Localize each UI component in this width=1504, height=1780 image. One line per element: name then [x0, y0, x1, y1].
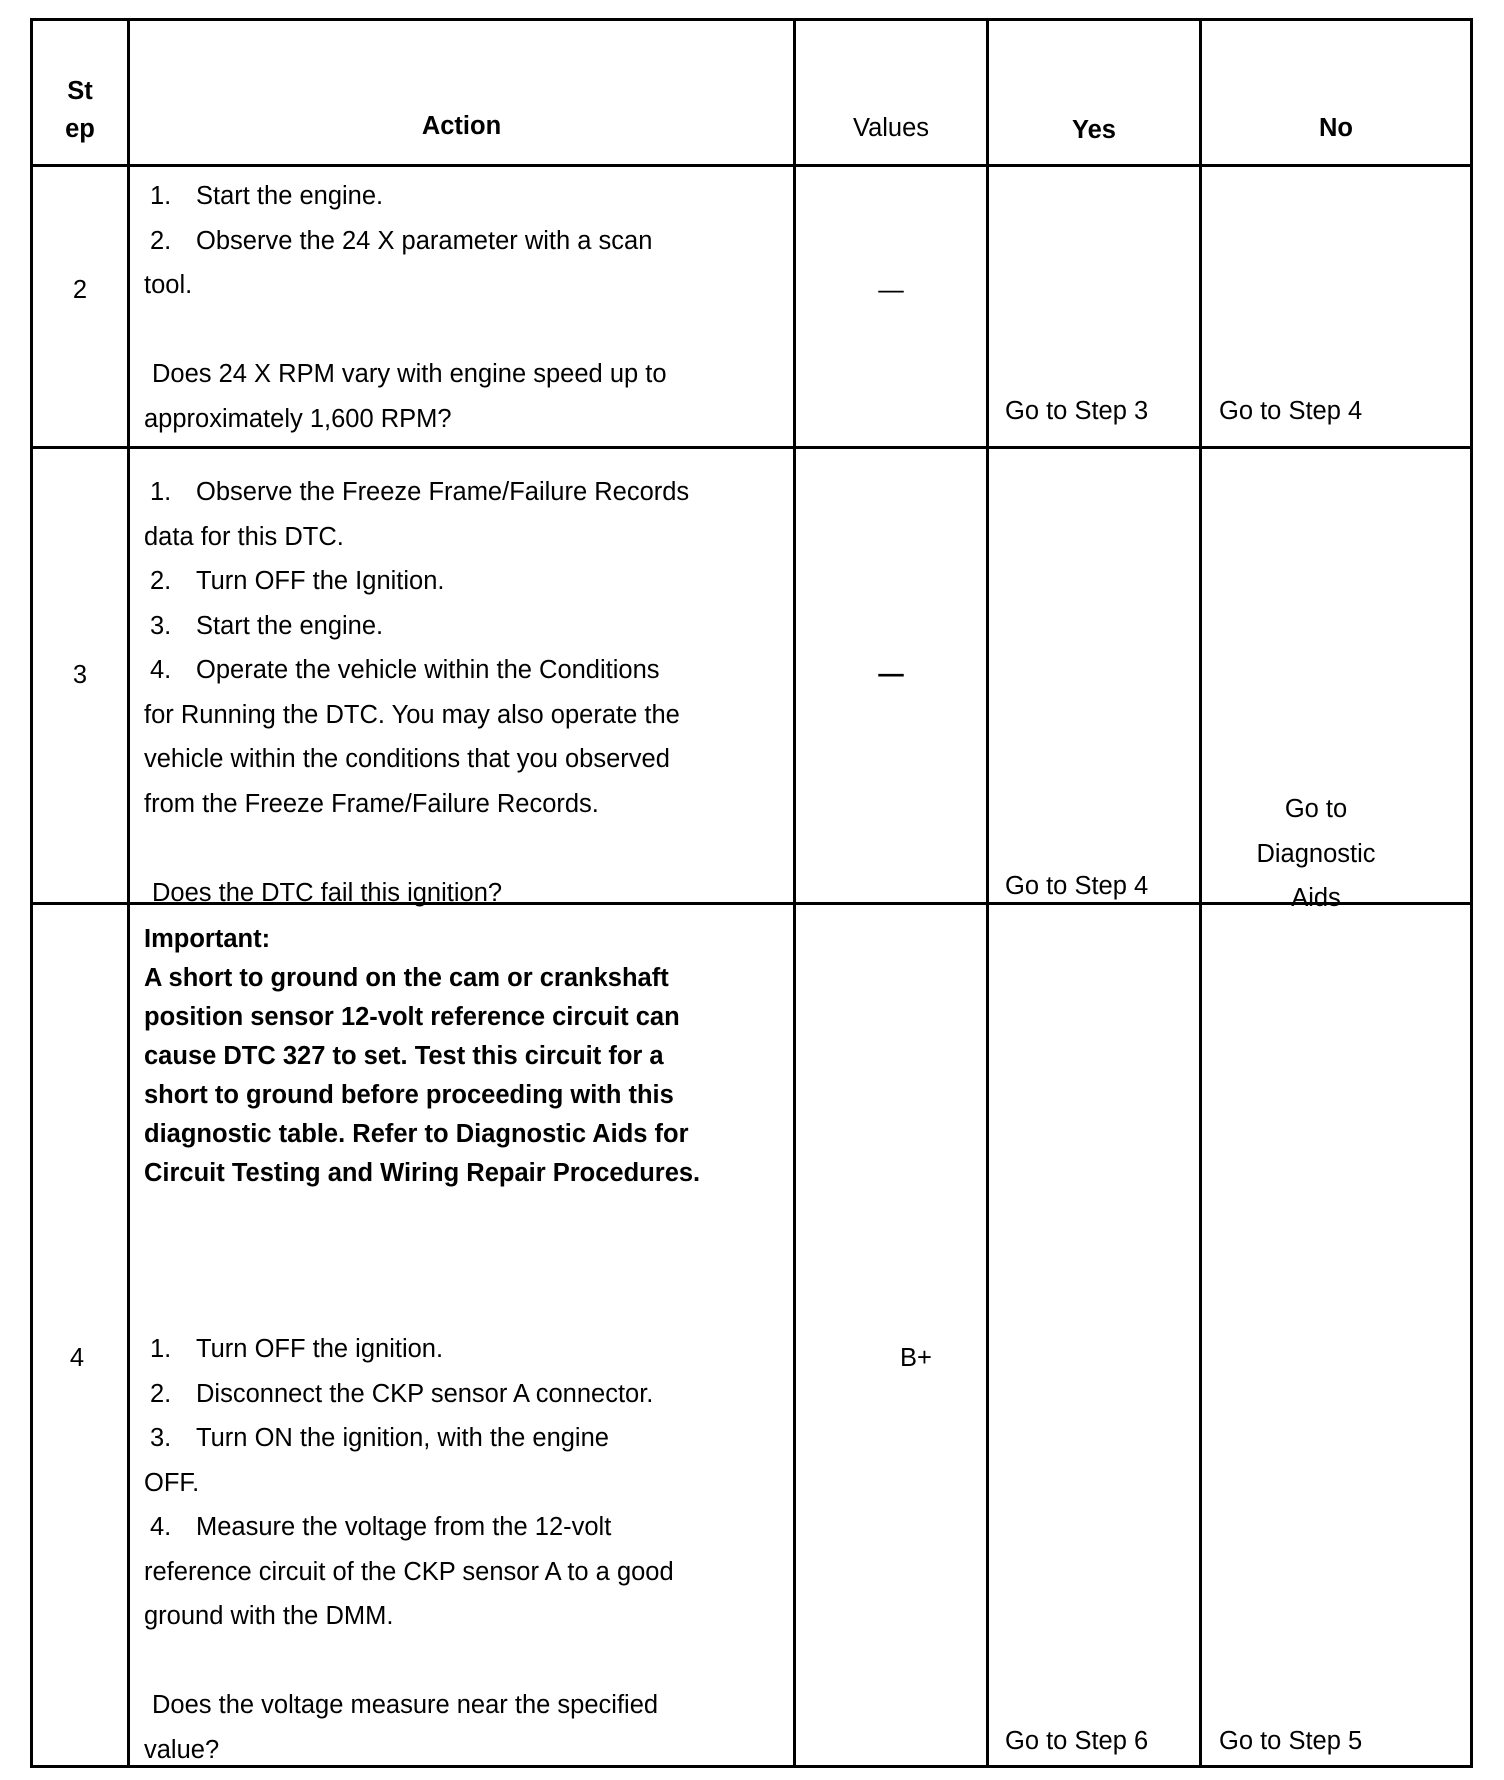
row-divider	[30, 446, 1473, 449]
no-cell	[1202, 787, 1470, 921]
action-cell	[144, 920, 700, 1193]
table-border-top	[30, 18, 1473, 21]
item-continuation: ground with the DMM.	[144, 1602, 394, 1630]
action-step-item	[144, 1416, 674, 1461]
step-number: 2	[72, 276, 88, 304]
yes-cell: Go to Step 4	[1005, 872, 1149, 900]
action-cell	[144, 174, 667, 441]
item-text: Observe the 24 X parameter with a scan	[196, 226, 653, 255]
item-number: 1.	[150, 182, 172, 210]
important-line: position sensor 12-volt reference circuit can	[144, 1003, 680, 1031]
value-cell: —	[878, 660, 904, 688]
table-border-right	[1470, 18, 1473, 1768]
header-yes: Yes	[1072, 116, 1116, 144]
important-line: Circuit Testing and Wiring Repair Procedures.	[144, 1159, 701, 1187]
item-number: 2.	[150, 1379, 172, 1408]
no-cell: Go to Step 5	[1219, 1727, 1363, 1755]
action-question: Does the voltage measure near the specified	[152, 1691, 659, 1719]
spacer	[144, 826, 689, 871]
item-text: Measure the voltage from the 12-volt	[196, 1513, 612, 1541]
header-divider	[30, 164, 1473, 167]
action-step-item	[144, 219, 667, 264]
header-action: Action	[421, 112, 502, 140]
item-text: Operate the vehicle within the Conditions	[196, 656, 660, 684]
important-line: cause DTC 327 to set. Test this circuit for a	[144, 1042, 664, 1070]
action-question: approximately 1,600 RPM?	[144, 404, 452, 433]
yes-cell: Go to Step 6	[1005, 1727, 1149, 1755]
item-number: 1.	[150, 1335, 172, 1363]
item-text: Turn ON the ignition, with the engine	[196, 1424, 609, 1452]
action-step-item	[144, 559, 689, 604]
header-step-line: ep	[65, 115, 95, 143]
yes-cell: Go to Step 3	[1005, 397, 1149, 425]
item-text: Observe the Freeze Frame/Failure Records	[196, 478, 690, 506]
action-cell	[144, 470, 689, 915]
header-no: No	[1319, 114, 1353, 142]
item-continuation: from the Freeze Frame/Failure Records.	[144, 789, 599, 818]
item-continuation: vehicle within the conditions that you observed	[144, 745, 670, 773]
header-values: Values	[852, 114, 930, 142]
important-line: diagnostic table. Refer to Diagnostic Aids for	[144, 1120, 689, 1148]
item-text: Start the engine.	[196, 182, 384, 210]
item-continuation: OFF.	[144, 1468, 200, 1497]
spacer	[144, 308, 667, 353]
action-question: value?	[144, 1735, 220, 1764]
action-step-item	[144, 1327, 674, 1372]
diagnostic-table	[30, 18, 1473, 1768]
item-number: 2.	[150, 567, 172, 595]
action-step-item	[144, 1505, 674, 1550]
action-step-item	[144, 604, 689, 649]
item-number: 1.	[150, 478, 172, 506]
item-number: 3.	[150, 611, 172, 640]
item-number: 4.	[150, 1513, 172, 1541]
important-note	[144, 920, 700, 1193]
column-divider	[986, 18, 989, 1768]
step-number: 4	[69, 1344, 85, 1372]
header-step-line: St	[67, 77, 93, 105]
no-cell-line: Aids	[1291, 884, 1341, 912]
value-cell: —	[878, 276, 904, 304]
item-continuation: reference circuit of the CKP sensor A to a good	[144, 1557, 674, 1586]
important-label: Important:	[144, 925, 271, 953]
header-step	[33, 72, 127, 148]
action-step-item	[144, 1372, 674, 1417]
item-continuation: data for this DTC.	[144, 522, 344, 551]
important-line: short to ground before proceeding with this	[144, 1081, 674, 1109]
important-line: A short to ground on the cam or crankshaft	[144, 964, 669, 992]
item-number: 2.	[150, 226, 172, 255]
item-text: Turn OFF the ignition.	[196, 1335, 444, 1363]
item-continuation: for Running the DTC. You may also operate the	[144, 700, 680, 729]
no-cell: Go to Step 4	[1219, 397, 1363, 425]
item-number: 4.	[150, 656, 172, 684]
value-cell: B+	[900, 1344, 932, 1372]
action-question: Does 24 X RPM vary with engine speed up to	[152, 360, 667, 388]
item-continuation: tool.	[144, 271, 193, 299]
item-number: 3.	[150, 1424, 172, 1452]
step-number: 3	[72, 661, 88, 689]
no-cell-line: Go to	[1284, 795, 1348, 823]
spacer	[144, 1639, 674, 1684]
item-text: Turn OFF the Ignition.	[196, 567, 445, 595]
item-text: Disconnect the CKP sensor A connector.	[196, 1379, 654, 1408]
no-cell-line: Diagnostic	[1256, 839, 1376, 868]
item-text: Start the engine.	[196, 611, 384, 640]
action-step-item	[144, 648, 689, 693]
action-step-item	[144, 174, 667, 219]
action-steps	[144, 1327, 674, 1772]
action-step-item	[144, 470, 689, 515]
action-question: Does the DTC fail this ignition?	[152, 878, 503, 907]
column-divider	[127, 18, 130, 1768]
